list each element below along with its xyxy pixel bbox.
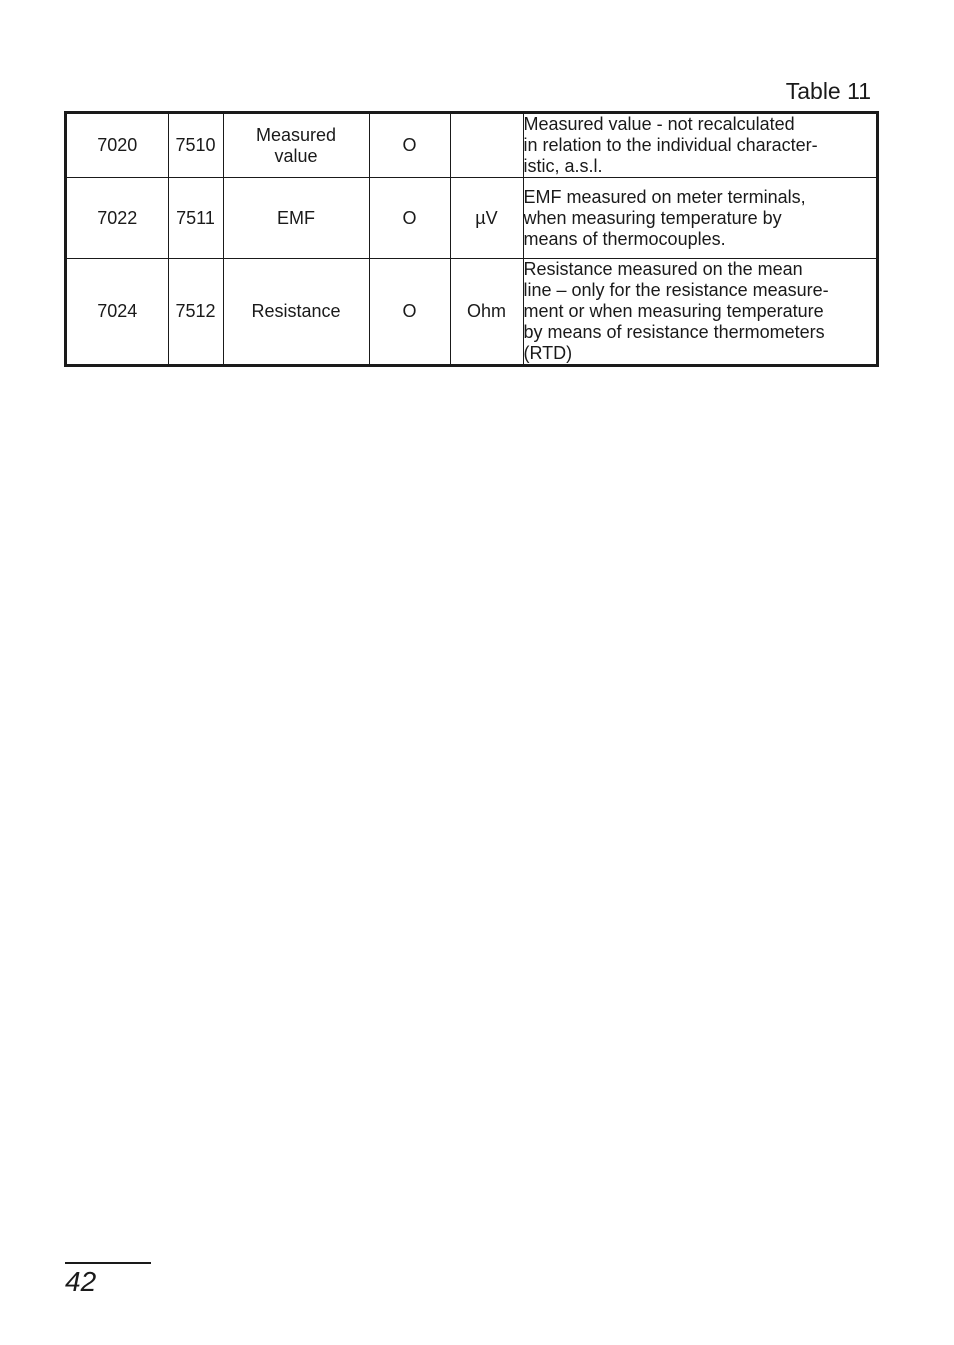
register-code-cell: 7024 bbox=[67, 259, 168, 365]
alt-register-code-cell: 7511 bbox=[168, 178, 223, 259]
unit-cell bbox=[450, 114, 523, 178]
parameter-name-cell: Resistance bbox=[223, 259, 369, 365]
parameter-name-cell: Measured value bbox=[223, 114, 369, 178]
parameter-table bbox=[67, 114, 876, 364]
description-cell: EMF measured on meter terminals, when measuring temperature by means of thermocouples. bbox=[523, 178, 876, 259]
alt-register-code-cell: 7512 bbox=[168, 259, 223, 365]
table-row bbox=[67, 178, 876, 259]
parameter-table-frame bbox=[64, 111, 879, 367]
unit-cell: Ohm bbox=[450, 259, 523, 365]
parameter-name-cell: EMF bbox=[223, 178, 369, 259]
access-type-cell: O bbox=[369, 259, 450, 365]
description-cell: Resistance measured on the mean line – only for the resistance measure- ment or when measuring temperature by means of resistance thermometers (RTD) bbox=[523, 259, 876, 365]
access-type-cell: O bbox=[369, 178, 450, 259]
access-type-cell: O bbox=[369, 114, 450, 178]
description-cell: Measured value - not recalculated in relation to the individual character- istic, a.s.l. bbox=[523, 114, 876, 178]
table-row bbox=[67, 114, 876, 178]
register-code-cell: 7020 bbox=[67, 114, 168, 178]
alt-register-code-cell: 7510 bbox=[168, 114, 223, 178]
register-code-cell: 7022 bbox=[67, 178, 168, 259]
table-row bbox=[67, 259, 876, 365]
unit-cell: µV bbox=[450, 178, 523, 259]
page-number: 42 bbox=[65, 1266, 97, 1297]
page-number-rule bbox=[65, 1262, 151, 1264]
table-caption: Table 11 bbox=[785, 78, 871, 104]
